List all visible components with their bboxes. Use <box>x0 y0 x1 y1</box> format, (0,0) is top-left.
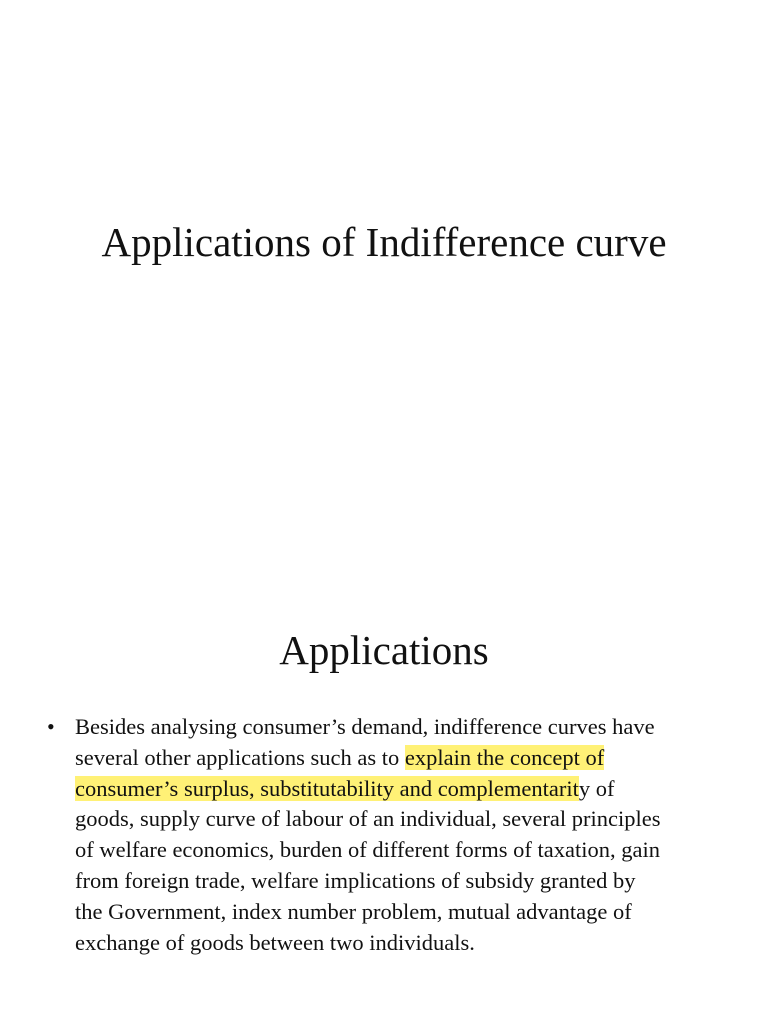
bullet-list <box>0 712 768 958</box>
paragraph-line-8 <box>75 928 728 959</box>
line-text: exchange of goods between two individuals. <box>75 929 475 955</box>
paragraph-line-1 <box>75 712 728 743</box>
line-text: several other applications such as to <box>75 744 405 770</box>
paragraph-line-3 <box>75 774 728 805</box>
paragraph-line-4 <box>75 804 728 835</box>
slide-2 <box>0 512 768 1024</box>
slide-2-title: Applications <box>279 627 489 673</box>
line-text: goods, supply curve of labour of an individual, several principles <box>75 806 661 832</box>
highlighted-text: explain the concept of <box>404 744 605 770</box>
line-text: the Government, index number problem, mutual advantage of <box>75 898 632 924</box>
slide-1-title: Applications of Indifference curve <box>101 219 667 265</box>
paragraph-line-5 <box>75 835 728 866</box>
paragraph-line-2 <box>75 743 728 774</box>
bullet-icon: • <box>47 714 55 739</box>
paragraph-line-7 <box>75 897 728 928</box>
line-text: y of <box>578 775 615 801</box>
paragraph-line-6 <box>75 866 728 897</box>
line-text: from foreign trade, welfare implications of subsidy granted by <box>75 867 636 893</box>
highlighted-text: consumer’s surplus, substitutability and complementarit <box>75 775 579 801</box>
line-text: Besides analysing consumer’s demand, indifference curves have <box>75 714 655 739</box>
bullet-item <box>0 712 768 958</box>
line-text: of welfare economics, burden of different forms of taxation, gain <box>75 837 660 863</box>
